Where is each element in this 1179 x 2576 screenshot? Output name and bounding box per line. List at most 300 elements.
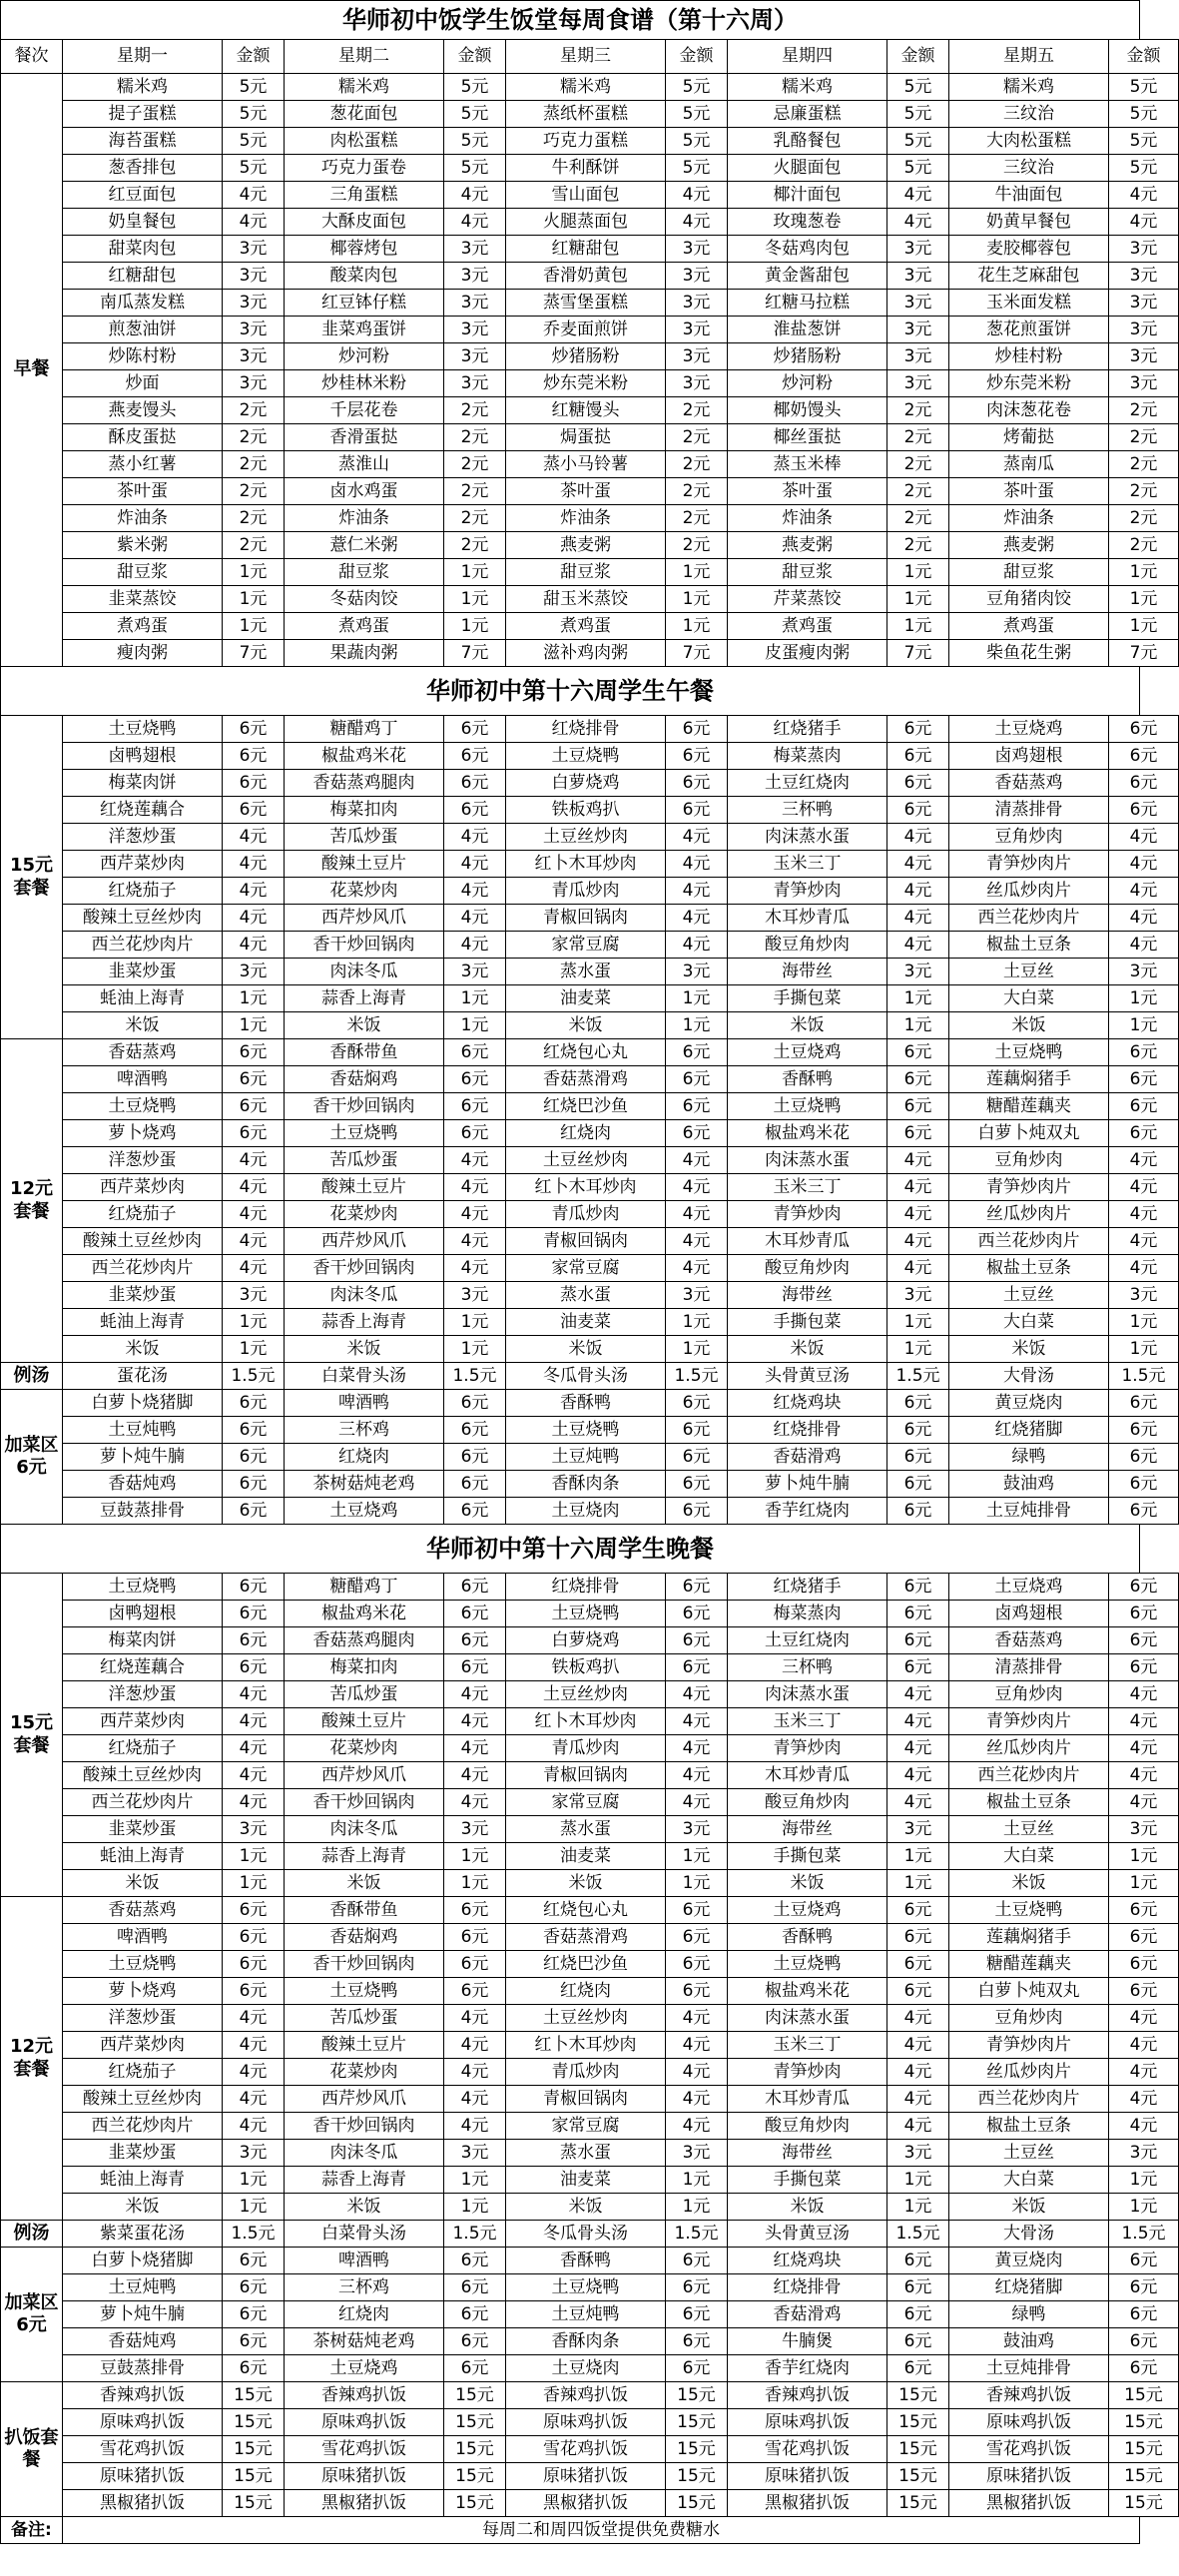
price-cell: 6元 [666,1627,728,1654]
dish-cell: 红烧鸡块 [728,2248,887,2274]
lunch-extra-row [1,1444,1179,1471]
price-cell: 4元 [887,1174,949,1201]
price-cell: 15元 [887,2436,949,2463]
price-cell: 6元 [666,1039,728,1066]
price-cell: 4元 [887,2032,949,2059]
dish-cell: 梅菜肉饼 [63,1627,223,1654]
dinner-set12-row [1,2194,1179,2221]
breakfast-row [1,74,1179,101]
breakfast-row [1,451,1179,478]
price-cell: 6元 [444,1601,506,1627]
dish-cell: 红卜木耳炒肉 [506,1708,666,1735]
price-cell: 6元 [1109,1654,1179,1681]
price-cell: 6元 [444,797,506,824]
dish-cell: 红烧排骨 [728,2274,887,2301]
price-cell: 4元 [223,932,285,959]
dish-cell: 原味猪扒饭 [949,2463,1109,2490]
dish-cell: 土豆烧鸭 [506,2274,666,2301]
price-cell: 4元 [444,1762,506,1789]
dinner-set12-row [1,2113,1179,2140]
dish-cell: 香辣鸡扒饭 [285,2382,444,2409]
price-cell: 3元 [1109,2140,1179,2167]
price-cell: 7元 [666,640,728,667]
price-cell: 2元 [1109,451,1179,478]
dish-cell: 红糖馒头 [506,397,666,424]
price-cell: 5元 [666,155,728,182]
dish-cell: 火腿面包 [728,155,887,182]
dish-cell: 原味猪扒饭 [285,2463,444,2490]
price-cell: 6元 [223,1654,285,1681]
price-cell: 6元 [666,1444,728,1471]
price-cell: 4元 [666,851,728,878]
price-cell: 2元 [1109,424,1179,451]
price-cell: 3元 [444,2140,506,2167]
meal-header: 餐次 [1,40,63,74]
dish-cell: 雪花鸡扒饭 [506,2436,666,2463]
price-cell: 1.5元 [444,1363,506,1390]
price-cell: 4元 [887,932,949,959]
price-cell: 4元 [444,1789,506,1816]
price-cell: 1元 [444,1336,506,1363]
dish-cell: 红烧巴沙鱼 [506,1951,666,1978]
dish-cell: 大骨汤 [949,1363,1109,1390]
price-cell: 4元 [223,2113,285,2140]
dish-cell: 蒸玉米棒 [728,451,887,478]
dish-cell: 豆鼓蒸排骨 [63,1498,223,1525]
dish-cell: 木耳炒青瓜 [728,905,887,932]
price-cell: 6元 [1109,1444,1179,1471]
dish-cell: 香酥带鱼 [285,1039,444,1066]
lunch-set15-row [1,797,1179,824]
dish-cell: 土豆烧鸡 [285,1498,444,1525]
price-cell: 6元 [223,1951,285,1978]
price-cell: 2元 [223,424,285,451]
dinner-soup-row [1,2221,1179,2248]
dish-cell: 米饭 [285,1870,444,1897]
price-cell: 3元 [666,1282,728,1309]
dish-cell: 丝瓜炒肉片 [949,2059,1109,2086]
lunch-extra-label: 加菜区6元 [1,1390,63,1525]
dish-cell: 薏仁米粥 [285,532,444,559]
dish-cell: 玉米三丁 [728,851,887,878]
dish-cell: 原味猪扒饭 [506,2463,666,2490]
dish-cell: 青笋炒肉 [728,1735,887,1762]
dish-cell: 土豆红烧肉 [728,1627,887,1654]
dish-cell: 甜豆浆 [285,559,444,586]
dish-cell: 香菇焖鸡 [285,1066,444,1093]
dish-cell: 肉沫蒸水蛋 [728,1147,887,1174]
dish-cell: 红卜木耳炒肉 [506,851,666,878]
price-cell: 15元 [666,2382,728,2409]
dish-cell: 茶树菇炖老鸡 [285,1471,444,1498]
dish-cell: 蒸淮山 [285,451,444,478]
price-cell: 4元 [444,1147,506,1174]
dish-cell: 土豆炖鸭 [63,1417,223,1444]
price-cell: 1.5元 [223,2221,285,2248]
price-cell: 4元 [666,2005,728,2032]
dish-cell: 香酥肉条 [506,2328,666,2355]
price-cell: 6元 [1109,770,1179,797]
price-cell: 6元 [666,1471,728,1498]
price-cell: 4元 [223,1255,285,1282]
dish-cell: 椒盐土豆条 [949,1255,1109,1282]
dinner-title-text: 华师初中第十六周学生晚餐 [1,1525,1140,1574]
dish-cell: 红烧肉 [506,1120,666,1147]
dish-cell: 红烧茄子 [63,1735,223,1762]
price-cell: 6元 [444,2248,506,2274]
dish-cell: 酸辣土豆丝炒肉 [63,905,223,932]
dish-cell: 甜菜肉包 [63,236,223,263]
price-cell: 6元 [887,797,949,824]
dish-cell: 甜豆浆 [728,559,887,586]
price-cell: 4元 [1109,209,1179,236]
dish-cell: 韭菜炒蛋 [63,959,223,985]
dish-cell: 土豆烧鸭 [506,743,666,770]
price-cell: 6元 [887,1471,949,1498]
dish-cell: 红烧莲藕合 [63,1654,223,1681]
price-cell: 4元 [444,1708,506,1735]
price-cell: 6元 [1109,1924,1179,1951]
price-cell: 7元 [887,640,949,667]
dish-cell: 茶叶蛋 [728,478,887,505]
price-cell: 6元 [444,1390,506,1417]
dish-cell: 卤鸡翅根 [949,743,1109,770]
price-cell: 4元 [666,1762,728,1789]
price-cell: 2元 [666,478,728,505]
dish-cell: 淮盐葱饼 [728,317,887,343]
price-cell: 6元 [444,1897,506,1924]
price-cell: 4元 [666,2059,728,2086]
price-cell: 4元 [444,878,506,905]
price-cell: 6元 [666,743,728,770]
dish-cell: 土豆丝炒肉 [506,1681,666,1708]
dish-cell: 冬瓜骨头汤 [506,2221,666,2248]
price-cell: 3元 [444,236,506,263]
price-cell: 6元 [887,1627,949,1654]
lunch-extra-row [1,1390,1179,1417]
dish-cell: 土豆烧鸭 [728,1951,887,1978]
dish-cell: 炸油条 [949,505,1109,532]
dish-cell: 蒜香上海青 [285,2167,444,2194]
price-cell: 15元 [444,2382,506,2409]
price-cell: 5元 [223,128,285,155]
dinner-set15-label: 15元套餐 [1,1574,63,1897]
price-cell: 1元 [1109,1870,1179,1897]
price-cell: 4元 [666,1789,728,1816]
price-cell: 4元 [887,1255,949,1282]
price-cell: 2元 [887,532,949,559]
dish-cell: 煮鸡蛋 [728,613,887,640]
dish-cell: 红烧巴沙鱼 [506,1093,666,1120]
price-cell: 6元 [223,743,285,770]
price-cell: 4元 [666,905,728,932]
dish-cell: 煮鸡蛋 [285,613,444,640]
dish-cell: 肉沫蒸水蛋 [728,1681,887,1708]
dish-cell: 卤鸡翅根 [949,1601,1109,1627]
dish-cell: 甜玉米蒸饺 [506,586,666,613]
dish-cell: 大肉松蛋糕 [949,128,1109,155]
price-cell: 6元 [444,770,506,797]
dish-cell: 丝瓜炒肉片 [949,1735,1109,1762]
dish-cell: 椰奶馒头 [728,397,887,424]
price-cell: 6元 [223,1120,285,1147]
price-cell: 6元 [1109,743,1179,770]
dish-cell: 青椒回锅肉 [506,1228,666,1255]
price-cell: 2元 [223,478,285,505]
dish-cell: 瘦肉粥 [63,640,223,667]
dish-cell: 炒面 [63,370,223,397]
price-cell: 3元 [1109,370,1179,397]
dish-cell: 原味鸡扒饭 [728,2409,887,2436]
dish-cell: 米饭 [506,1870,666,1897]
price-cell: 6元 [444,2274,506,2301]
dish-cell: 红烧茄子 [63,878,223,905]
price-cell: 6元 [666,716,728,743]
dish-cell: 椒盐鸡米花 [728,1120,887,1147]
dish-cell: 原味猪扒饭 [728,2463,887,2490]
dish-cell: 蒸水蛋 [506,959,666,985]
dinner-set15-row [1,1762,1179,1789]
lunch-set12-row [1,1336,1179,1363]
price-cell: 4元 [223,1762,285,1789]
dish-cell: 西兰花炒肉片 [949,1762,1109,1789]
dish-cell: 皮蛋瘦肉粥 [728,640,887,667]
dinner-set12-row [1,2032,1179,2059]
price-cell: 1元 [444,1870,506,1897]
price-cell: 6元 [223,797,285,824]
dish-cell: 苦瓜炒蛋 [285,1147,444,1174]
price-cell: 6元 [887,1498,949,1525]
breakfast-row [1,370,1179,397]
dish-cell: 蒸雪堡蛋糕 [506,290,666,317]
price-cell: 4元 [444,2059,506,2086]
breakfast-row [1,290,1179,317]
price-cell: 3元 [666,236,728,263]
price-cell: 6元 [1109,2248,1179,2274]
price-cell: 2元 [887,424,949,451]
dish-cell: 炒猪肠粉 [506,343,666,370]
price-cell: 1元 [666,559,728,586]
dish-cell: 香菇滑鸡 [728,2301,887,2328]
price-cell: 4元 [223,2086,285,2113]
price-cell: 6元 [666,1093,728,1120]
breakfast-row [1,586,1179,613]
price-cell: 4元 [223,1735,285,1762]
dish-cell: 肉沫蒸水蛋 [728,2005,887,2032]
dinner-set15-row [1,1843,1179,1870]
dish-cell: 梅菜扣肉 [285,797,444,824]
price-cell: 4元 [666,878,728,905]
price-cell: 1元 [444,2167,506,2194]
dish-cell: 香菇蒸鸡腿肉 [285,1627,444,1654]
dish-cell: 莲藕焖猪手 [949,1924,1109,1951]
dish-cell: 千层花卷 [285,397,444,424]
dish-cell: 白萝烧鸡 [506,1627,666,1654]
breakfast-row [1,505,1179,532]
price-cell: 4元 [887,1735,949,1762]
price-cell: 4元 [444,824,506,851]
dish-cell: 豆角炒肉 [949,1147,1109,1174]
price-cell: 1元 [887,1012,949,1039]
price-cell: 15元 [223,2463,285,2490]
price-cell: 1元 [666,1309,728,1336]
dish-cell: 炒河粉 [285,343,444,370]
price-cell: 6元 [223,1601,285,1627]
lunch-set15-row [1,932,1179,959]
price-cell: 4元 [666,824,728,851]
price-cell: 6元 [444,1978,506,2005]
dish-cell: 青瓜炒肉 [506,878,666,905]
dish-cell: 蚝油上海青 [63,1843,223,1870]
price-cell: 6元 [444,743,506,770]
dish-cell: 青椒回锅肉 [506,2086,666,2113]
dish-cell: 豆角猪肉饺 [949,586,1109,613]
dish-cell: 白萝卜烧猪脚 [63,1390,223,1417]
dish-cell: 土豆烧鸭 [949,1897,1109,1924]
dish-cell: 西兰花炒肉片 [63,2113,223,2140]
price-cell: 5元 [444,155,506,182]
price-cell: 4元 [887,1228,949,1255]
price-cell: 6元 [1109,797,1179,824]
lunch-soup-label: 例汤 [1,1363,63,1390]
dish-cell: 蚝油上海青 [63,985,223,1012]
dish-cell: 西芹菜炒肉 [63,851,223,878]
price-cell: 6元 [887,1654,949,1681]
dish-cell: 燕麦粥 [728,532,887,559]
price-cell: 5元 [887,74,949,101]
dish-cell: 椰汁面包 [728,182,887,209]
dish-cell: 香干炒回锅肉 [285,1255,444,1282]
dish-cell: 花菜炒肉 [285,1201,444,1228]
dinner-rice-row [1,2463,1179,2490]
price-cell: 6元 [1109,1039,1179,1066]
price-cell: 1元 [666,1012,728,1039]
price-cell: 15元 [223,2409,285,2436]
price-cell: 4元 [444,2113,506,2140]
price-cell: 2元 [1109,397,1179,424]
price-cell: 3元 [223,1816,285,1843]
price-cell: 1元 [887,1843,949,1870]
price-cell: 6元 [1109,1066,1179,1093]
dish-cell: 红烧排骨 [728,1417,887,1444]
breakfast-row [1,532,1179,559]
dinner-set12-row [1,2140,1179,2167]
price-cell: 3元 [444,959,506,985]
price-cell: 2元 [444,424,506,451]
price-cell: 15元 [444,2463,506,2490]
dish-cell: 蒜香上海青 [285,985,444,1012]
dish-cell: 三杯鸭 [728,797,887,824]
price-cell: 1元 [223,985,285,1012]
lunch-set12-row [1,1066,1179,1093]
price-cell: 4元 [223,2059,285,2086]
dish-cell: 西芹炒风爪 [285,1228,444,1255]
price-cell: 15元 [887,2490,949,2517]
price-cell: 5元 [444,101,506,128]
dinner-set12-row [1,2086,1179,2113]
dish-cell: 黄金酱甜包 [728,263,887,290]
price-cell: 15元 [1109,2436,1179,2463]
dish-cell: 炒东莞米粉 [949,370,1109,397]
price-cell: 1元 [887,985,949,1012]
dish-cell: 炒桂林米粉 [285,370,444,397]
dinner-set15-row [1,1735,1179,1762]
price-cell: 6元 [223,1093,285,1120]
dish-cell: 红烧排骨 [506,716,666,743]
dish-cell: 乳酪餐包 [728,128,887,155]
dish-cell: 土豆烧鸭 [63,716,223,743]
dish-cell: 青椒回锅肉 [506,1762,666,1789]
price-cell: 15元 [223,2490,285,2517]
price-cell: 1元 [444,2194,506,2221]
dish-cell: 米饭 [949,1012,1109,1039]
price-cell: 1元 [223,586,285,613]
dish-cell: 啤酒鸭 [63,1066,223,1093]
dish-cell: 西芹菜炒肉 [63,1174,223,1201]
price-cell: 2元 [444,451,506,478]
dish-cell: 清蒸排骨 [949,797,1109,824]
dish-cell: 冬瓜骨头汤 [506,1363,666,1390]
price-cell: 3元 [1109,1816,1179,1843]
price-cell: 3元 [887,1282,949,1309]
price-cell: 4元 [887,2113,949,2140]
dinner-set12-row [1,2059,1179,2086]
day-header: 星期二 [285,40,444,74]
dish-cell: 红烧包心丸 [506,1039,666,1066]
dish-cell: 土豆烧鸡 [728,1039,887,1066]
price-cell: 3元 [223,959,285,985]
dish-cell: 米饭 [285,1336,444,1363]
price-cell: 1元 [223,1336,285,1363]
dish-cell: 香酥带鱼 [285,1897,444,1924]
dish-cell: 韭菜炒蛋 [63,1816,223,1843]
dish-cell: 土豆炖鸭 [506,2301,666,2328]
dish-cell: 燕麦馒头 [63,397,223,424]
lunch-extra-row [1,1417,1179,1444]
dinner-rice-row [1,2382,1179,2409]
dish-cell: 香菇炖鸡 [63,2328,223,2355]
price-cell: 4元 [1109,824,1179,851]
dish-cell: 椰蓉烤包 [285,236,444,263]
dish-cell: 家常豆腐 [506,932,666,959]
dish-cell: 三纹治 [949,155,1109,182]
dish-cell: 麦胶椰蓉包 [949,236,1109,263]
dish-cell: 大骨汤 [949,2221,1109,2248]
dish-cell: 土豆丝 [949,2140,1109,2167]
dish-cell: 米饭 [728,1336,887,1363]
dish-cell: 土豆烧鸭 [285,1120,444,1147]
price-cell: 6元 [444,1444,506,1471]
note-row [1,2517,1179,2544]
dish-cell: 白萝卜烧猪脚 [63,2248,223,2274]
dish-cell: 西芹炒风爪 [285,1762,444,1789]
price-cell: 6元 [444,1574,506,1601]
price-cell: 3元 [444,1282,506,1309]
dish-cell: 酸豆角炒肉 [728,932,887,959]
dish-cell: 卤水鸡蛋 [285,478,444,505]
lunch-extra-row [1,1498,1179,1525]
dish-cell: 花菜炒肉 [285,2059,444,2086]
lunch-set15-row [1,716,1179,743]
price-cell: 1.5元 [666,2221,728,2248]
price-cell: 4元 [666,1147,728,1174]
dish-cell: 原味鸡扒饭 [63,2409,223,2436]
dish-cell: 炒桂村粉 [949,343,1109,370]
dish-cell: 土豆烧肉 [506,2355,666,2382]
dish-cell: 土豆烧鸭 [285,1978,444,2005]
price-cell: 3元 [887,343,949,370]
price-cell: 6元 [887,1978,949,2005]
